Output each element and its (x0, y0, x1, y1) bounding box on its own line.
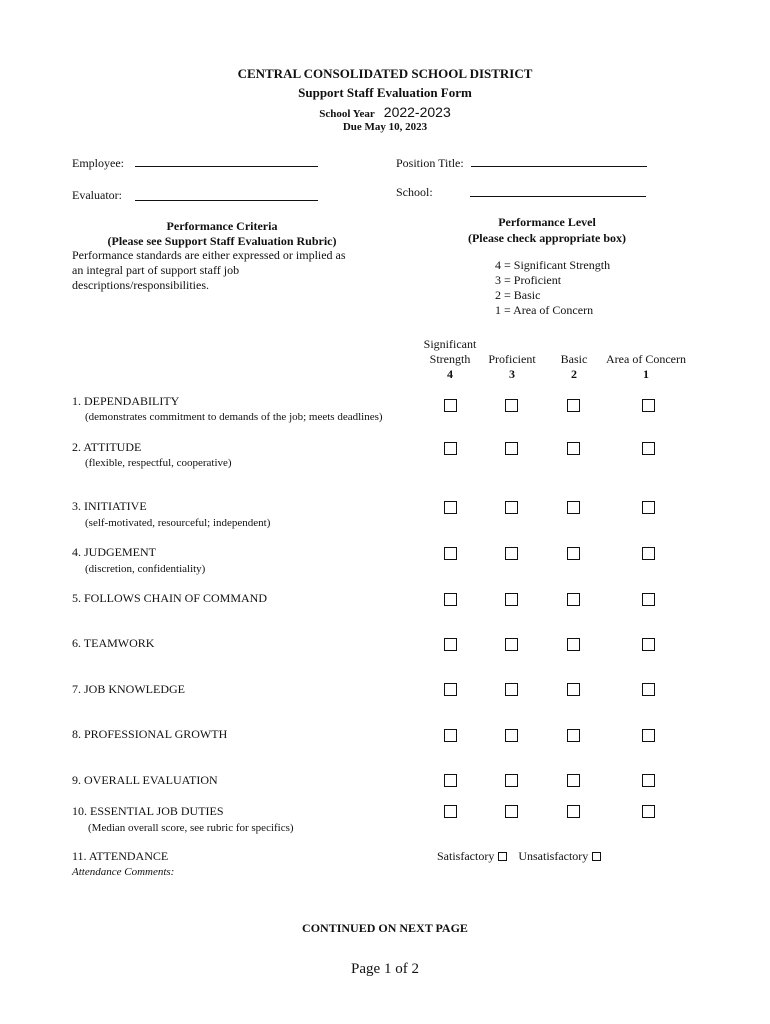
rating-checkbox-4[interactable] (444, 774, 457, 787)
rating-checkbox-3[interactable] (505, 729, 518, 742)
rating-checkbox-2[interactable] (567, 399, 580, 412)
criterion-title: 5. FOLLOWS CHAIN OF COMMAND (72, 591, 268, 605)
rating-checkbox-4[interactable] (444, 683, 457, 696)
criteria-heading: Performance Criteria (166, 219, 278, 233)
rating-checkbox-2[interactable] (567, 805, 580, 818)
rating-checkbox-3[interactable] (505, 683, 518, 696)
page-number: Page 1 of 2 (351, 961, 419, 977)
column-label-line2: Proficient (488, 352, 536, 366)
satisfactory-label: Satisfactory (437, 849, 495, 863)
satisfactory-checkbox[interactable] (498, 852, 507, 861)
level-heading: Performance Level (498, 215, 596, 229)
rating-checkbox-2[interactable] (567, 729, 580, 742)
criteria-desc-line2: an integral part of support staff job (72, 263, 240, 277)
rating-checkbox-3[interactable] (505, 805, 518, 818)
school-year-line (0, 104, 770, 121)
rating-checkbox-4[interactable] (444, 805, 457, 818)
rating-checkbox-2[interactable] (567, 593, 580, 606)
criterion-title: 7. JOB KNOWLEDGE (72, 682, 185, 696)
unsatisfactory-checkbox[interactable] (592, 852, 601, 861)
rating-checkbox-2[interactable] (567, 683, 580, 696)
criterion-title: 8. PROFESSIONAL GROWTH (72, 727, 228, 741)
continued-note: CONTINUED ON NEXT PAGE (302, 921, 468, 935)
rating-checkbox-4[interactable] (444, 399, 457, 412)
scale-item: 2 = Basic (495, 288, 541, 302)
evaluator-field[interactable] (135, 200, 318, 201)
rating-checkbox-3[interactable] (505, 593, 518, 606)
rating-checkbox-3[interactable] (505, 774, 518, 787)
rating-checkbox-1[interactable] (642, 774, 655, 787)
unsatisfactory-label: Unsatisfactory (518, 849, 589, 863)
due-date: Due May 10, 2023 (342, 121, 428, 133)
criterion-description: (flexible, respectful, cooperative) (85, 457, 232, 469)
level-subheading: (Please check appropriate box) (467, 231, 627, 245)
scale-item: 3 = Proficient (495, 273, 562, 287)
criterion-description: (demonstrates commitment to demands of the job; meets deadlines) (85, 411, 383, 423)
rating-checkbox-4[interactable] (444, 547, 457, 560)
rating-checkbox-4[interactable] (444, 501, 457, 514)
school-label: School: (396, 185, 433, 199)
column-score: 4 (447, 367, 453, 381)
rating-checkbox-1[interactable] (642, 593, 655, 606)
school-year-label: School Year (319, 108, 375, 120)
evaluator-label: Evaluator: (72, 188, 122, 202)
school-year-value[interactable]: 2022-2023 (383, 104, 451, 120)
column-label-line1: Significant (423, 337, 477, 351)
rating-checkbox-3[interactable] (505, 501, 518, 514)
column-label-line1 (598, 337, 694, 352)
rating-checkbox-1[interactable] (642, 805, 655, 818)
column-score: 2 (571, 367, 577, 381)
criterion-title: 9. OVERALL EVALUATION (72, 773, 218, 787)
attendance-title: 11. ATTENDANCE (72, 849, 169, 863)
form-title: Support Staff Evaluation Form (298, 85, 472, 100)
employee-field[interactable] (135, 166, 318, 167)
criteria-desc-line3: descriptions/responsibilities. (72, 278, 209, 292)
attendance-options (437, 849, 601, 864)
rating-checkbox-1[interactable] (642, 638, 655, 651)
criterion-title: 3. INITIATIVE (72, 499, 147, 513)
scale-item: 4 = Significant Strength (495, 258, 611, 272)
criteria-subheading: (Please see Support Staff Evaluation Rubric) (107, 234, 337, 248)
rating-checkbox-4[interactable] (444, 442, 457, 455)
position-title-label: Position Title: (396, 156, 464, 170)
column-label-line2: Strength (429, 352, 471, 366)
criterion-description: (Median overall score, see rubric for specifics) (88, 822, 294, 834)
scale-item: 1 = Area of Concern (495, 303, 594, 317)
criterion-title: 6. TEAMWORK (72, 636, 155, 650)
rating-checkbox-2[interactable] (567, 547, 580, 560)
criterion-title: 4. JUDGEMENT (72, 545, 156, 559)
rating-checkbox-2[interactable] (567, 501, 580, 514)
attendance-comments-label: Attendance Comments: (72, 866, 175, 878)
rating-checkbox-1[interactable] (642, 683, 655, 696)
criteria-desc-line1: Performance standards are either expressed or implied as (72, 248, 346, 262)
column-label-line2: Basic (560, 352, 588, 366)
criterion-description: (discretion, confidentiality) (85, 563, 206, 575)
column-score: 1 (643, 367, 649, 381)
employee-label: Employee: (72, 156, 124, 170)
rating-checkbox-1[interactable] (642, 501, 655, 514)
rating-checkbox-3[interactable] (505, 442, 518, 455)
rating-checkbox-3[interactable] (505, 638, 518, 651)
rating-checkbox-2[interactable] (567, 774, 580, 787)
column-score: 3 (509, 367, 515, 381)
rating-checkbox-1[interactable] (642, 729, 655, 742)
position-title-field[interactable] (471, 166, 647, 167)
rating-checkbox-2[interactable] (567, 442, 580, 455)
rating-checkbox-1[interactable] (642, 442, 655, 455)
rating-checkbox-4[interactable] (444, 729, 457, 742)
rating-checkbox-3[interactable] (505, 399, 518, 412)
rating-checkbox-4[interactable] (444, 638, 457, 651)
rating-checkbox-2[interactable] (567, 638, 580, 651)
column-label-line2: Area of Concern (606, 352, 686, 366)
rating-checkbox-1[interactable] (642, 547, 655, 560)
criterion-title: 1. DEPENDABILITY (72, 394, 180, 408)
rating-checkbox-4[interactable] (444, 593, 457, 606)
column-header-1 (598, 337, 694, 382)
rating-checkbox-1[interactable] (642, 399, 655, 412)
criterion-description: (self-motivated, resourceful; independent) (85, 517, 271, 529)
rating-checkbox-3[interactable] (505, 547, 518, 560)
district-name: CENTRAL CONSOLIDATED SCHOOL DISTRICT (237, 66, 533, 81)
criterion-title: 2. ATTITUDE (72, 440, 142, 454)
criterion-title: 10. ESSENTIAL JOB DUTIES (72, 804, 224, 818)
school-field[interactable] (470, 196, 646, 197)
